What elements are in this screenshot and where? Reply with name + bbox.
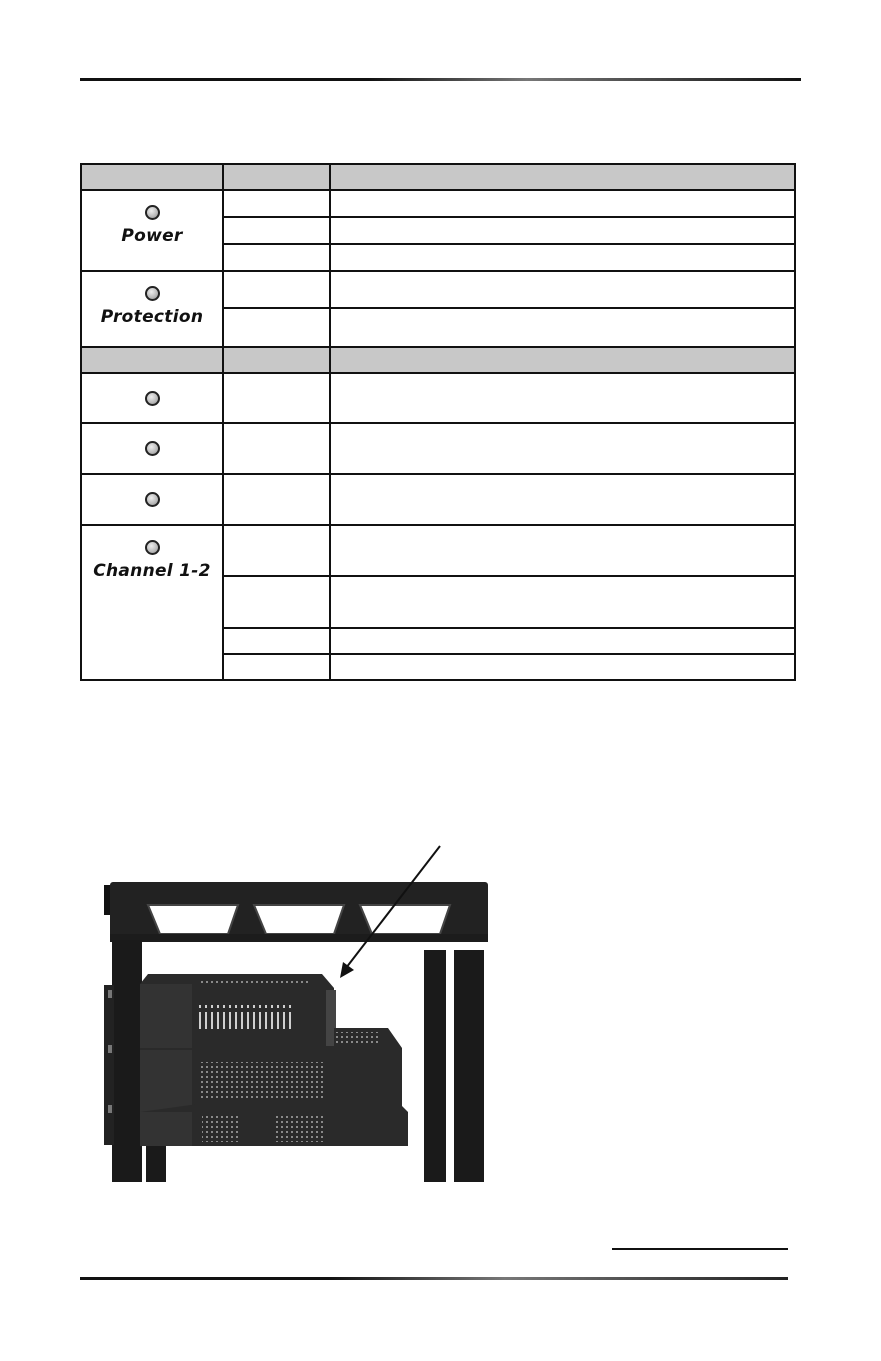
led-label: Power	[121, 226, 183, 246]
led-label: Protection	[100, 307, 204, 327]
footer-short-rule	[612, 1248, 788, 1250]
rack-leg	[112, 940, 142, 1182]
led-label: Channel 1-2	[93, 561, 211, 581]
footer-rule	[80, 1277, 788, 1280]
